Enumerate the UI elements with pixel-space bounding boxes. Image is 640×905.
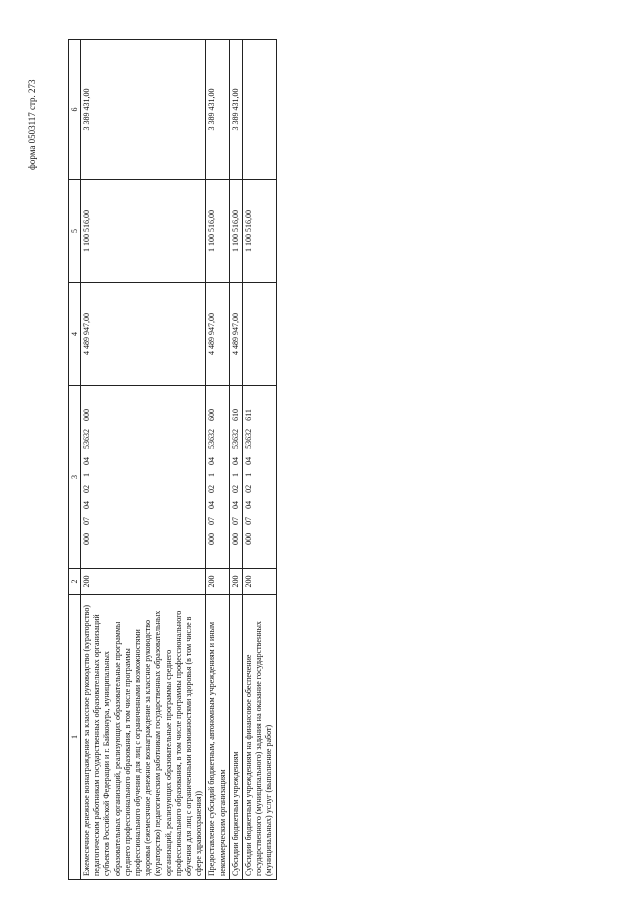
- budget-classification-code-cell: 000 07 04 02 1 04 53632 000: [81, 386, 206, 569]
- column-number-row: [69, 40, 81, 880]
- line-code-cell: 200: [243, 569, 277, 595]
- rotated-table-container: [68, 40, 488, 880]
- budget-classification-code-cell: 000 07 04 02 1 04 53632 611: [243, 386, 277, 569]
- executed-amount-cell: 1 100 516,00: [206, 180, 229, 283]
- approved-amount-cell: 4 489 947,00: [206, 283, 229, 386]
- column-header-5: 5: [69, 180, 81, 283]
- column-header-2: 2: [69, 569, 81, 595]
- table-row: [243, 40, 277, 880]
- executed-amount-cell: 1 100 516,00: [229, 180, 242, 283]
- row-name-cell: Субсидии бюджетным учреждениям: [229, 595, 242, 880]
- table-row: [206, 40, 229, 880]
- executed-amount-cell: 1 100 516,00: [243, 180, 277, 283]
- remaining-amount-cell: 3 389 431,00: [229, 40, 242, 180]
- column-header-1: 1: [69, 595, 81, 880]
- column-header-3: 3: [69, 386, 81, 569]
- row-name-cell: Субсидии бюджетным учреждениям на финансовое обеспечение государственного (муниципального) задания на оказание государственных (муниципальных) услуг (выполнение работ): [243, 595, 277, 880]
- row-name-cell: Ежемесячное денежное вознаграждение за классное руководство (кураторство) педагогическим работникам государственных образовательных организаций субъектов Российской Федерации и г. Байконура, муниципальных образовательных организаций, реализующих образовательные программы среднего профессионального образования, в том числе программы профессионального обучения для лиц с ограниченными возможностями здоровья (ежемесячное денежное вознаграждение за классное руководство (кураторство) педагогическим работникам государственных образовательных организаций, реализующих образовательные программы среднего профессионального образования, в том числе программы профессионального обучения для лиц с ограниченными возможностями здоровья (в том числе в сфере здравоохранения)): [81, 595, 206, 880]
- budget-classification-code-cell: 000 07 04 02 1 04 53632 600: [206, 386, 229, 569]
- column-header-4: 4: [69, 283, 81, 386]
- executed-amount-cell: 1 100 516,00: [81, 180, 206, 283]
- table-row: [229, 40, 242, 880]
- approved-amount-cell: 4 489 947,00: [229, 283, 242, 386]
- line-code-cell: 200: [206, 569, 229, 595]
- table-row: [81, 40, 206, 880]
- line-code-cell: 200: [81, 569, 206, 595]
- remaining-amount-cell: [243, 40, 277, 180]
- approved-amount-cell: 4 489 947,00: [81, 283, 206, 386]
- approved-amount-cell: [243, 283, 277, 386]
- remaining-amount-cell: 3 389 431,00: [81, 40, 206, 180]
- column-header-6: 6: [69, 40, 81, 180]
- row-name-cell: Предоставление субсидий бюджетным, автономным учреждениям и иным некоммерческим организациям: [206, 595, 229, 880]
- remaining-amount-cell: 3 389 431,00: [206, 40, 229, 180]
- budget-classification-code-cell: 000 07 04 02 1 04 53632 610: [229, 386, 242, 569]
- form-page-label: форма 0503117 стр. 273: [27, 79, 37, 170]
- line-code-cell: 200: [229, 569, 242, 595]
- budget-execution-table: [68, 39, 277, 880]
